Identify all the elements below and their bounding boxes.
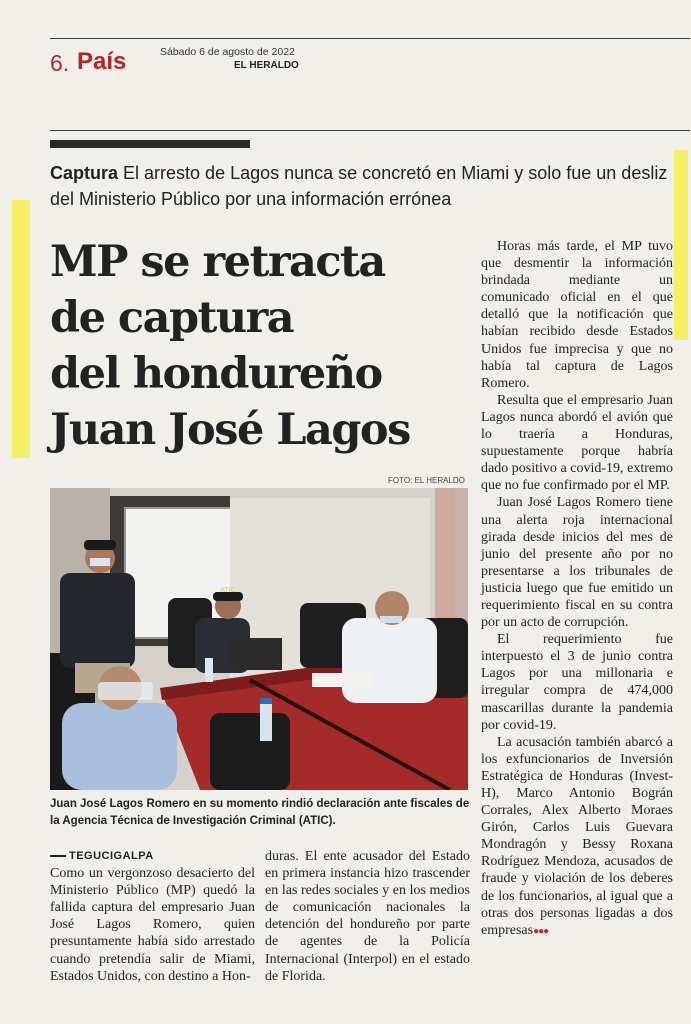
article-paragraph: duras. El ente acusador del Estado en primera instancia hizo trascender en las redes sociales y en los medios de comunicación nacionales la detención del hondureño por parte de agentes de la Policía Internacional (Interpol) en el estado de Florida. xyxy=(265,849,470,984)
photo-credit: FOTO: EL HERALDO xyxy=(388,476,465,485)
dateline-rule xyxy=(50,855,66,857)
issue-date: Sábado 6 de agosto de 2022 xyxy=(160,46,295,58)
article-column-middle xyxy=(265,848,470,985)
headline-line: Juan José Lagos xyxy=(50,405,410,455)
article-paragraph: Juan José Lagos Romero tiene una alerta roja internacional girada desde inicios del mes de junio del presente año por no presentarse a los tribunales de justicia luego que fue emitido un requerimiento fiscal en su contra por un acto de corrupción. xyxy=(481,495,673,631)
headline-line: del hondureño xyxy=(50,349,382,399)
article-paragraph: Resulta que el empresario Juan Lagos nunca abordó el avión que lo traería a Honduras, supuestamente porque habría dado positivo a covid-19, extremo que no fue confirmado por el MP. xyxy=(481,392,673,494)
end-of-article-mark: ●●● xyxy=(533,925,549,937)
section-number: 6. xyxy=(50,50,70,76)
article-column-right xyxy=(481,238,673,940)
article-paragraph: Horas más tarde, el MP tuvo que desmentir la información brindada mediante un comunicado oficial en el que detalló que la notificación que habían recibido desde Estados Unidos fue imprecisa y que no había tal captura de Lagos Romero. xyxy=(481,239,673,391)
article-photo xyxy=(50,488,468,790)
kicker-text: El arresto de Lagos nunca se concretó en Miami y solo fue un desliz del Ministerio Público por una información errónea xyxy=(50,163,668,209)
kicker-keyword: Captura xyxy=(50,163,119,183)
headline-line: de captura xyxy=(50,293,294,343)
article-column-left xyxy=(50,848,255,985)
cap-badge: ATIC xyxy=(220,587,236,594)
header-top-rule xyxy=(50,38,690,39)
highlighter-mark-right xyxy=(674,150,688,340)
headline-line: MP se retracta xyxy=(50,237,385,287)
highlighter-mark-left xyxy=(12,200,30,458)
dateline xyxy=(50,848,255,865)
publication-name: EL HERALDO xyxy=(234,60,299,71)
article-paragraph-last xyxy=(481,734,673,940)
dateline-text: TEGUCIGALPA xyxy=(69,850,154,862)
headline xyxy=(50,234,475,458)
meeting-room-illustration xyxy=(50,488,468,790)
kicker-bar xyxy=(50,140,250,148)
page-divider-rule xyxy=(50,130,690,131)
section-name: País xyxy=(77,48,127,75)
article-paragraph: El requerimiento fue interpuesto el 3 de junio contra Lagos por una millonaria e irregular compra de 474,000 mascarillas durante la pandemia por covid-19. xyxy=(481,632,673,733)
kicker xyxy=(50,160,675,212)
article-paragraph-text: La acusación también abarcó a los exfuncionarios de Inversión Estratégica de Honduras (Invest-H), Marco Antonio Bográn Corrales, Alex Alberto Moraes Girón, Carlos Luis Guevara Mondragón y Bessy Roxana Rodríguez Mendoza, acusados de fraude y violación de los deberes de los funcionarios, al igual que a otras dos personas ligadas a dos empresas xyxy=(481,734,673,938)
article-paragraph: Como un vergonzoso desacierto del Ministerio Público (MP) quedó la fallida captura del empresario Juan José Lagos Romero, quien presuntamente había sido arrestado cuando pretendía salir de Miami, Estados Unidos, con destino a Hon- xyxy=(50,866,255,984)
photo-caption: Juan José Lagos Romero en su momento rindió declaración ante fiscales de la Agencia Técnica de Investigación Criminal (ATIC). xyxy=(50,798,470,827)
